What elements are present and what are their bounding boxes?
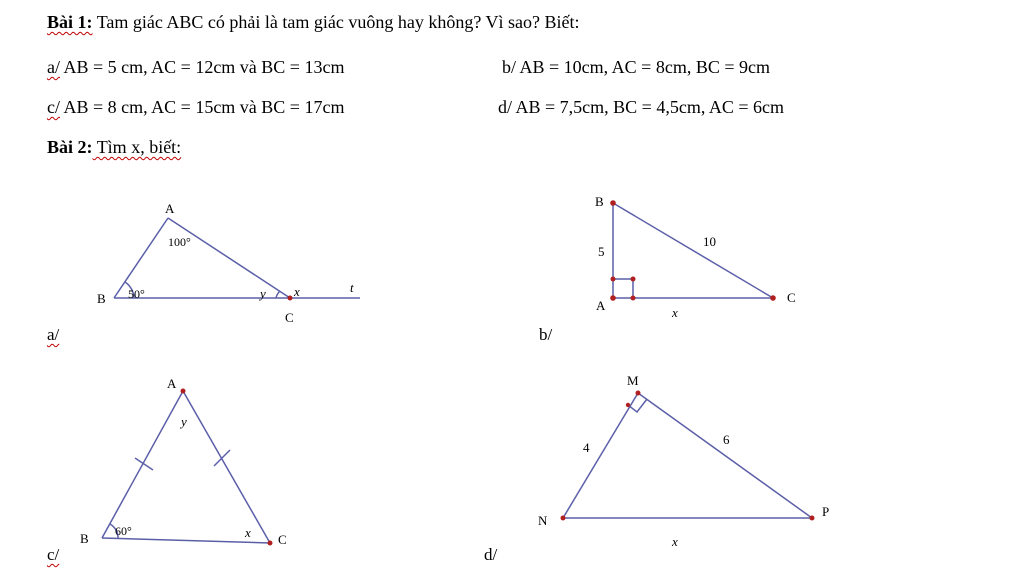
fig-c-side-ab xyxy=(102,391,183,538)
fig-c-label-b: B xyxy=(80,531,89,546)
fig-b-side-bc xyxy=(613,203,773,298)
fig-c-point-c xyxy=(268,541,273,546)
fig-a-label-b: B xyxy=(97,291,106,306)
vertex-points xyxy=(181,200,815,545)
fig-a-angle-a-label: 100° xyxy=(168,235,191,249)
figure-b-triangle xyxy=(613,203,773,298)
item-label: a/ xyxy=(47,57,60,77)
fig-d-point-n xyxy=(561,516,566,521)
fig-c-var-x: x xyxy=(245,525,251,540)
fig-d-label-m: M xyxy=(627,373,639,388)
fig-b-point-b xyxy=(610,200,616,206)
fig-a-var-y: y xyxy=(260,286,266,301)
fig-b-label-b: B xyxy=(595,194,604,209)
fig-b-point-a xyxy=(610,295,616,301)
item-text: AB = 10cm, AC = 8cm, BC = 9cm xyxy=(516,57,770,77)
fig-a-label-c: C xyxy=(285,310,294,325)
bai2-prefix: Bài 2: xyxy=(47,137,93,157)
item-text: AB = 7,5cm, BC = 4,5cm, AC = 6cm xyxy=(512,97,784,117)
bai1-prefix: Bài 1: xyxy=(47,12,93,32)
fig-b-side-bc-label: 10 xyxy=(703,234,716,249)
fig-b-mark-point xyxy=(611,277,616,282)
figure-a-label: a/ xyxy=(47,325,60,344)
fig-b-side-ab-label: 5 xyxy=(598,244,605,259)
bai1-text: Tam giác ABC có phải là tam giác vuông hay không? Vì sao? Biết: xyxy=(92,12,580,32)
item-label: c/ xyxy=(47,97,60,117)
figure-d-triangle xyxy=(563,393,812,518)
fig-c-tick-ab xyxy=(135,458,153,470)
fig-c-var-y: y xyxy=(181,414,187,429)
fig-a-side-ab xyxy=(114,218,168,298)
fig-b-mark-point xyxy=(631,277,636,282)
fig-a-label-a: A xyxy=(165,201,175,216)
bai2-text: Tìm x, biết: xyxy=(92,137,182,157)
figure-b-label: b/ xyxy=(539,325,553,344)
fig-d-side-np-label: x xyxy=(672,534,678,549)
fig-c-label-a: A xyxy=(167,376,177,391)
fig-d-label-p: P xyxy=(822,504,830,519)
fig-b-label-c: C xyxy=(787,290,796,305)
fig-d-mark-point xyxy=(626,403,630,407)
item-label: b/ xyxy=(502,57,517,77)
figure-d-label: d/ xyxy=(484,545,498,564)
fig-d-side-mn-label: 4 xyxy=(583,440,590,455)
item-label: d/ xyxy=(498,97,513,117)
fig-b-point-c xyxy=(770,295,776,301)
fig-d-point-m xyxy=(636,391,641,396)
fig-b-side-ac-label: x xyxy=(672,305,678,320)
fig-c-point-a xyxy=(181,389,186,394)
fig-c-tick-ac xyxy=(214,450,230,466)
item-text: AB = 5 cm, AC = 12cm và BC = 13cm xyxy=(60,57,345,77)
fig-b-label-a: A xyxy=(596,298,606,313)
fig-a-angle-y-arc xyxy=(276,291,280,298)
figure-c-label: c/ xyxy=(47,545,60,564)
fig-b-mark-point xyxy=(631,296,636,301)
fig-c-label-c: C xyxy=(278,532,287,547)
fig-c-side-ac xyxy=(183,391,270,543)
fig-d-point-p xyxy=(810,516,815,521)
fig-a-var-x: x xyxy=(294,284,300,299)
fig-d-side-mn xyxy=(563,393,638,518)
fig-d-side-mp xyxy=(638,393,812,518)
fig-d-side-mp-label: 6 xyxy=(723,432,730,447)
item-text: AB = 8 cm, AC = 15cm và BC = 17cm xyxy=(60,97,345,117)
fig-c-angle-b-label: 60° xyxy=(115,524,132,538)
fig-a-ray-t: t xyxy=(350,280,354,295)
fig-a-point-c xyxy=(288,296,293,301)
fig-b-right-angle-mark xyxy=(613,279,633,298)
fig-d-label-n: N xyxy=(538,513,548,528)
fig-a-angle-b-label: 50° xyxy=(128,287,145,301)
figure-a-triangle xyxy=(114,218,360,298)
fig-a-side-ac xyxy=(168,218,290,298)
